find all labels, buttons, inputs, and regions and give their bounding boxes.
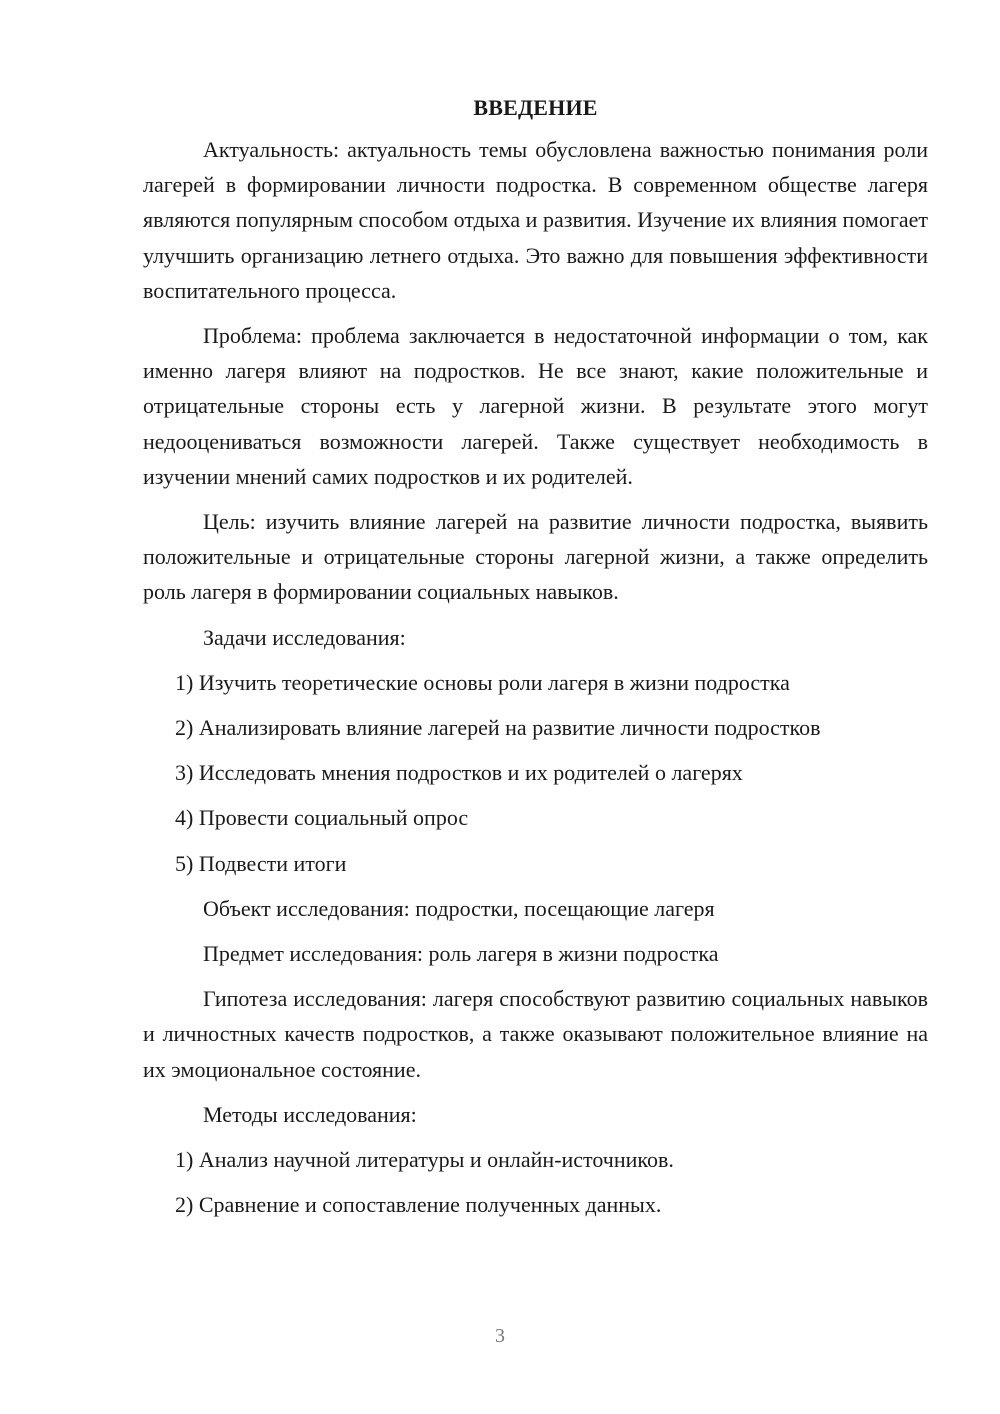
hypothesis-paragraph: Гипотеза исследования: лагеря способствуют развитию социальных навыков и личностных качеств подростков, а также оказывают положительное влияние на их эмоциональное состояние. <box>143 986 928 1082</box>
problem-paragraph: Проблема: проблема заключается в недостаточной информации о том, как именно лагеря влияют на подростков. Не все знают, какие положительные и отрицательные стороны есть у лагерной жизни. В результате этого могут недооцениваться возможности лагерей. Также существует необходимость в изучении мнений самих подростков и их родителей. <box>143 323 928 489</box>
task-item-1: 1) Изучить теоретические основы роли лагеря в жизни подростка <box>175 669 790 695</box>
document-page <box>143 90 928 1232</box>
task-item-4: 4) Провести социальный опрос <box>175 805 469 831</box>
methods-heading: Методы исследования: <box>203 1101 417 1127</box>
tasks-heading: Задачи исследования: <box>203 624 406 650</box>
section-heading: ВВЕДЕНИЕ <box>473 95 598 120</box>
task-item-2: 2) Анализировать влияние лагерей на развитие личности подростков <box>175 715 821 741</box>
research-subject: Предмет исследования: роль лагеря в жизни подростка <box>203 941 719 967</box>
relevance-paragraph: Актуальность: актуальность темы обусловлена важностью понимания роли лагерей в формировании личности подростка. В современном обществе лагеря являются популярным способом отдыха и развития. Изучение их влияния помогает улучшить организацию летнего отдыха. Это важно для повышения эффективности воспитательного процесса. <box>143 137 928 303</box>
goal-paragraph: Цель: изучить влияние лагерей на развитие личности подростка, выявить положительные и отрицательные стороны лагерной жизни, а также определить роль лагеря в формировании социальных навыков. <box>143 509 928 605</box>
research-object: Объект исследования: подростки, посещающие лагеря <box>203 895 715 921</box>
task-item-5: 5) Подвести итоги <box>175 850 347 876</box>
task-item-3: 3) Исследовать мнения подростков и их родителей о лагерях <box>175 760 743 786</box>
method-item-1: 1) Анализ научной литературы и онлайн-источников. <box>175 1147 674 1173</box>
method-item-2: 2) Сравнение и сопоставление полученных данных. <box>175 1192 662 1218</box>
page-number: 3 <box>495 1325 505 1347</box>
